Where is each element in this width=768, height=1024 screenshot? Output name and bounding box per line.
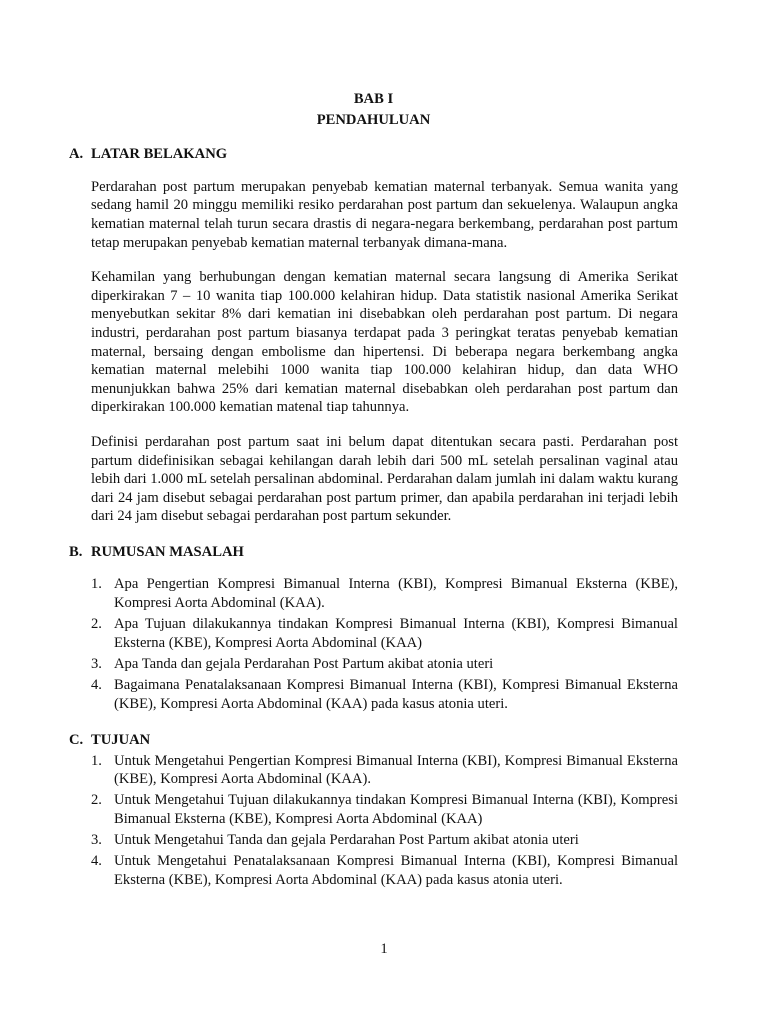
list-item-text: Untuk Mengetahui Tanda dan gejala Perdarahan Post Partum akibat atonia uteri	[114, 832, 579, 849]
list-item-text: Untuk Mengetahui Penatalaksanaan Kompresi Bimanual Interna (KBI), Kompresi Bimanual Eksterna (KBE), Kompresi Aorta Abdominal (KAA) pada kasus atonia uteri.	[114, 853, 678, 888]
list-item-number: 4.	[91, 676, 102, 693]
list-item	[69, 831, 678, 850]
list-item	[69, 615, 678, 652]
list-item	[69, 852, 678, 889]
section-a-letter: A.	[69, 146, 84, 163]
list-item-number: 1.	[91, 576, 102, 593]
section-c-list	[69, 752, 678, 890]
section-a-paragraph-1: Perdarahan post partum merupakan penyebab kematian maternal terbanyak. Semua wanita yang sedang hamil 20 minggu memiliki resiko perdarahan post partum dan sekuelenya. Walaupun angka kematian maternal telah turun secara drastis di negara-negara berkembang, perdarahan post partum tetap merupakan penyebab kematian maternal terbanyak dimana-mana.	[91, 178, 678, 251]
list-item	[69, 655, 678, 674]
list-item-number: 3.	[91, 832, 102, 849]
list-item-text: Untuk Mengetahui Tujuan dilakukannya tindakan Kompresi Bimanual Interna (KBI), Kompresi Bimanual Eksterna (KBE), Kompresi Aorta Abdominal (KAA)	[114, 792, 678, 827]
section-a-paragraph-3: Definisi perdarahan post partum saat ini belum dapat ditentukan secara pasti. Perdarahan post partum didefinisikan sebagai kehilangan darah lebih dari 500 mL setelah persalinan vaginal atau lebih dari 1.000 mL setelah persalinan abdominal. Perdarahan dalam jumlah ini dalam waktu kurang dari 24 jam disebut sebagai perdarahan post partum primer, dan apabila perdarahan ini terjadi lebih dari 24 jam disebut sebagai perdarahan post partum sekunder.	[91, 433, 678, 525]
list-item-number: 2.	[91, 616, 102, 633]
list-item-number: 4.	[91, 853, 102, 870]
section-b-title: RUMUSAN MASALAH	[91, 543, 244, 560]
list-item	[69, 752, 678, 789]
list-item	[69, 676, 678, 713]
list-item-number: 1.	[91, 752, 102, 769]
section-a-title: LATAR BELAKANG	[91, 146, 228, 163]
list-item	[69, 575, 678, 612]
section-a-heading	[69, 145, 678, 164]
section-b-list	[69, 575, 678, 713]
list-item-text: Bagaimana Penatalaksanaan Kompresi Bimanual Interna (KBI), Kompresi Bimanual Eksterna (KBE), Kompresi Aorta Abdominal (KAA) pada kasus atonia uteri.	[114, 676, 678, 712]
list-item-text: Apa Pengertian Kompresi Bimanual Interna (KBI), Kompresi Bimanual Eksterna (KBE), Kompresi Aorta Abdominal (KAA).	[114, 576, 678, 612]
page-content	[69, 90, 678, 892]
list-item-text: Apa Tujuan dilakukannya tindakan Kompresi Bimanual Interna (KBI), Kompresi Bimanual Eksterna (KBE), Kompresi Aorta Abdominal (KAA)	[114, 616, 678, 651]
list-item-number: 2.	[91, 792, 102, 809]
page-number: 1	[380, 941, 388, 957]
section-c-letter: C.	[69, 732, 84, 749]
section-b-letter: B.	[69, 543, 83, 560]
list-item	[69, 791, 678, 828]
chapter-number: BAB I	[353, 91, 394, 107]
section-a-paragraph-2: Kehamilan yang berhubungan dengan kematian maternal secara langsung di Amerika Serikat diperkirakan 7 – 10 wanita tiap 100.000 kelahiran hidup. Data statistik nasional Amerika Serikat menyebutkan sekitar 8% dari kematian ini disebabkan oleh perdarahan post partum. Di negara industri, perdarahan post partum biasanya terdapat pada 3 peringkat teratas penyebab kematian maternal, bersaing dengan embolisme dan hipertensi. Di beberapa negara berkembang angka kematian maternal melebihi 1000 wanita tiap 100.000 kelahiran hidup, dan data WHO menunjukkan bahwa 25% dari kematian maternal disebabkan oleh perdarahan post partum dan diperkirakan 100.000 kematian matenal tiap tahunnya.	[91, 269, 678, 416]
section-c-heading	[69, 731, 678, 750]
list-item-text: Apa Tanda dan gejala Perdarahan Post Partum akibat atonia uteri	[114, 655, 494, 672]
list-item-number: 3.	[91, 655, 102, 672]
chapter-title: PENDAHULUAN	[316, 111, 431, 128]
section-c-title: TUJUAN	[91, 732, 151, 749]
section-b-heading	[69, 543, 678, 562]
list-item-text: Untuk Mengetahui Pengertian Kompresi Bimanual Interna (KBI), Kompresi Bimanual Eksterna (KBE), Kompresi Aorta Abdominal (KAA).	[114, 752, 678, 788]
